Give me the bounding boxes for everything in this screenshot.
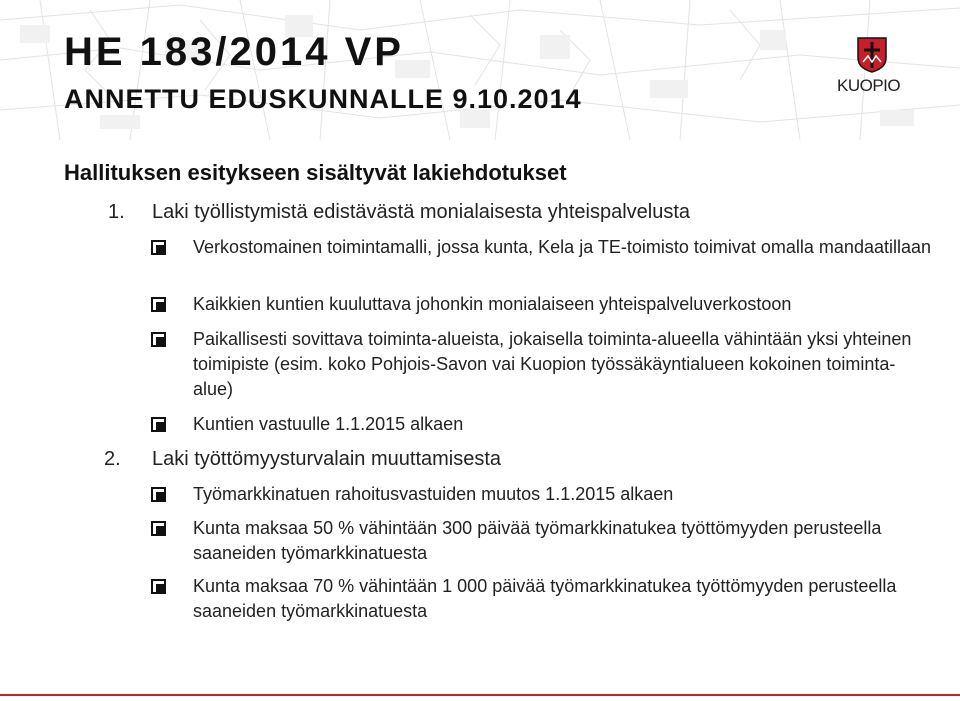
document-subtitle: ANNETTU EDUSKUNNALLE 9.10.2014 [64, 84, 582, 114]
checkbox-bullet-icon [151, 579, 166, 594]
footer-accent-line [0, 694, 960, 696]
checkbox-bullet-icon [151, 332, 166, 347]
checkbox-bullet-icon [151, 240, 166, 255]
list-item: Kuntien vastuulle 1.1.2015 alkaen [193, 414, 464, 434]
checkbox-bullet-icon [151, 521, 166, 536]
list-item: Kunta maksaa 70 % vähintään 1 000 päivää työmarkkinatukea työttömyyden perusteella saaneiden työmarkkinatuesta [193, 576, 897, 621]
section-heading: Hallituksen esitykseen sisältyvät lakiehdotukset [64, 160, 567, 185]
kuopio-logo-text: KUOPIO [837, 76, 901, 95]
section-2-number: 2. [104, 448, 121, 470]
section-1-title: Laki työllistymistä edistävästä monialaisesta yhteispalvelusta [152, 201, 691, 223]
list-item: Paikallisesti sovittava toiminta-alueista, jokaisella toiminta-alueella vähintään yksi yhteinen toimipiste (esim. koko Pohjois-Savon vai Kuopion työssäkäyntialueen kokoinen toiminta-alue) [193, 329, 912, 399]
list-item: Kaikkien kuntien kuuluttava johonkin monialaiseen yhteispalveluverkostoon [193, 294, 792, 314]
list-item: Kunta maksaa 50 % vähintään 300 päivää työmarkkinatukea työttömyyden perusteella saaneiden työmarkkinatuesta [193, 518, 882, 563]
checkbox-bullet-icon [151, 487, 166, 502]
section-2-title: Laki työttömyysturvalain muuttamisesta [152, 448, 502, 470]
section-1-number: 1. [108, 201, 125, 223]
document-title: HE 183/2014 VP [64, 30, 404, 74]
checkbox-bullet-icon [151, 417, 166, 432]
list-item: Työmarkkinatuen rahoitusvastuiden muutos 1.1.2015 alkaen [193, 484, 674, 504]
checkbox-bullet-icon [151, 297, 166, 312]
list-item: Verkostomainen toimintamalli, jossa kunta, Kela ja TE-toimisto toimivat omalla mandaatillaan [193, 237, 932, 257]
